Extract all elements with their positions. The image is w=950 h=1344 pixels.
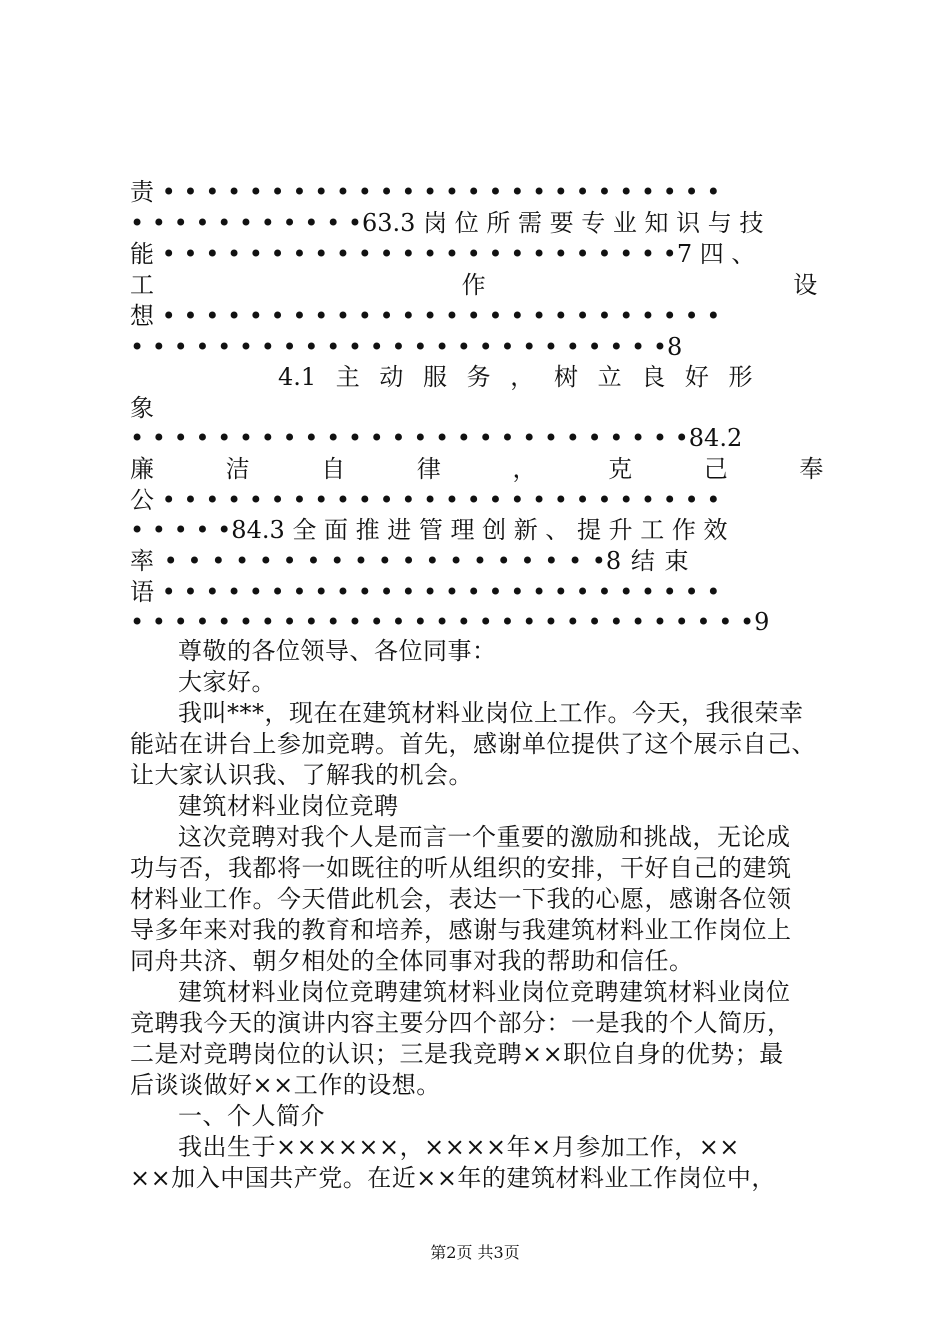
paragraph-line: 导多年来对我的教育和培养，感谢与我建筑材料业工作岗位上 <box>130 916 792 944</box>
toc-line <box>130 300 830 332</box>
toc-line-text: 廉 洁 自 律 ， 克 己 奉 <box>130 455 824 483</box>
paragraph-line: 二是对竞聘岗位的认识；三是我竞聘××职位自身的优势；最 <box>130 1040 784 1068</box>
toc-line-text: 能 • • • • • • • • • • • • • • • • • • • • • • • •7 四 、 <box>130 240 756 268</box>
toc-line-text: 公 • • • • • • • • • • • • • • • • • • • • • • • • • • <box>130 486 721 514</box>
toc-line-text: 象 <box>130 394 154 422</box>
greeting: 大家好。 <box>178 668 276 696</box>
toc-line-text: 语 • • • • • • • • • • • • • • • • • • • • • • • • • • <box>130 578 721 606</box>
toc-line <box>130 453 830 485</box>
paragraph-line: ××加入中国共产党。在近××年的建筑材料业工作岗位中， <box>130 1164 776 1192</box>
toc-line-text: • • • • • • • • • • •63.3 岗 位 所 需 要 专 业 知 识 与 技 <box>130 209 764 237</box>
toc-line-text: • • • • • • • • • • • • • • • • • • • • • • • • • •84.2 <box>130 424 743 452</box>
paragraph-line: 后谈谈做好××工作的设想。 <box>130 1071 441 1099</box>
toc-line-text: • • • • •84.3 全 面 推 进 管 理 创 新 、 提 升 工 作 效 <box>130 516 728 544</box>
toc-line <box>130 176 830 208</box>
paragraph-line: 建筑材料业岗位竞聘建筑材料业岗位竞聘建筑材料业岗位 <box>178 978 791 1006</box>
toc-line <box>130 422 830 454</box>
toc-line <box>130 207 830 239</box>
toc-line <box>130 269 830 301</box>
salutation: 尊敬的各位领导、各位同事： <box>178 637 497 665</box>
section-heading: 一、个人简介 <box>178 1102 325 1130</box>
paragraph-line: 竞聘我今天的演讲内容主要分四个部分：一是我的个人简历， <box>130 1009 792 1037</box>
paragraph-line: 这次竞聘对我个人是而言一个重要的激励和挑战，无论成 <box>178 823 791 851</box>
toc-line <box>130 331 830 363</box>
paragraph-line: 材料业工作。今天借此机会，表达一下我的心愿，感谢各位领 <box>130 885 792 913</box>
toc-line <box>130 484 830 516</box>
toc-line-text: 率 • • • • • • • • • • • • • • • • • • •8 结 束 <box>130 547 689 575</box>
toc-line <box>130 361 830 393</box>
toc-line <box>130 392 830 424</box>
section-heading: 建筑材料业岗位竞聘 <box>178 792 399 820</box>
paragraph-line: 我叫***，现在在建筑材料业岗位上工作。今天，我很荣幸 <box>178 699 804 727</box>
toc-line <box>130 238 830 270</box>
toc-line-text: • • • • • • • • • • • • • • • • • • • • • • • • • • • • •9 <box>130 608 770 636</box>
toc-line-text: 工 作 设 <box>130 271 818 299</box>
paragraph-line: 能站在讲台上参加竞聘。首先，感谢单位提供了这个展示自己、 <box>130 730 816 758</box>
toc-line <box>130 514 830 546</box>
toc-line-text: 想 • • • • • • • • • • • • • • • • • • • • • • • • • • <box>130 302 721 330</box>
paragraph-line: 让大家认识我、了解我的机会。 <box>130 761 473 789</box>
paragraph-line: 同舟共济、朝夕相处的全体同事对我的帮助和信任。 <box>130 947 694 975</box>
toc-line <box>130 576 830 608</box>
toc-line <box>130 606 830 638</box>
toc-line-text: 责 • • • • • • • • • • • • • • • • • • • • • • • • • • <box>130 178 721 206</box>
toc-line-text: • • • • • • • • • • • • • • • • • • • • • • • • •8 <box>130 333 683 361</box>
toc-line <box>130 545 830 577</box>
paragraph-line: 我出生于××××××，××××年×月参加工作，×× <box>178 1133 740 1161</box>
toc-line-text: 4.1 主 动 服 务 ， 树 立 良 好 形 <box>278 363 753 391</box>
page-footer: 第2页 共3页 <box>430 1243 520 1262</box>
paragraph-line: 功与否，我都将一如既往的听从组织的安排，干好自己的建筑 <box>130 854 792 882</box>
